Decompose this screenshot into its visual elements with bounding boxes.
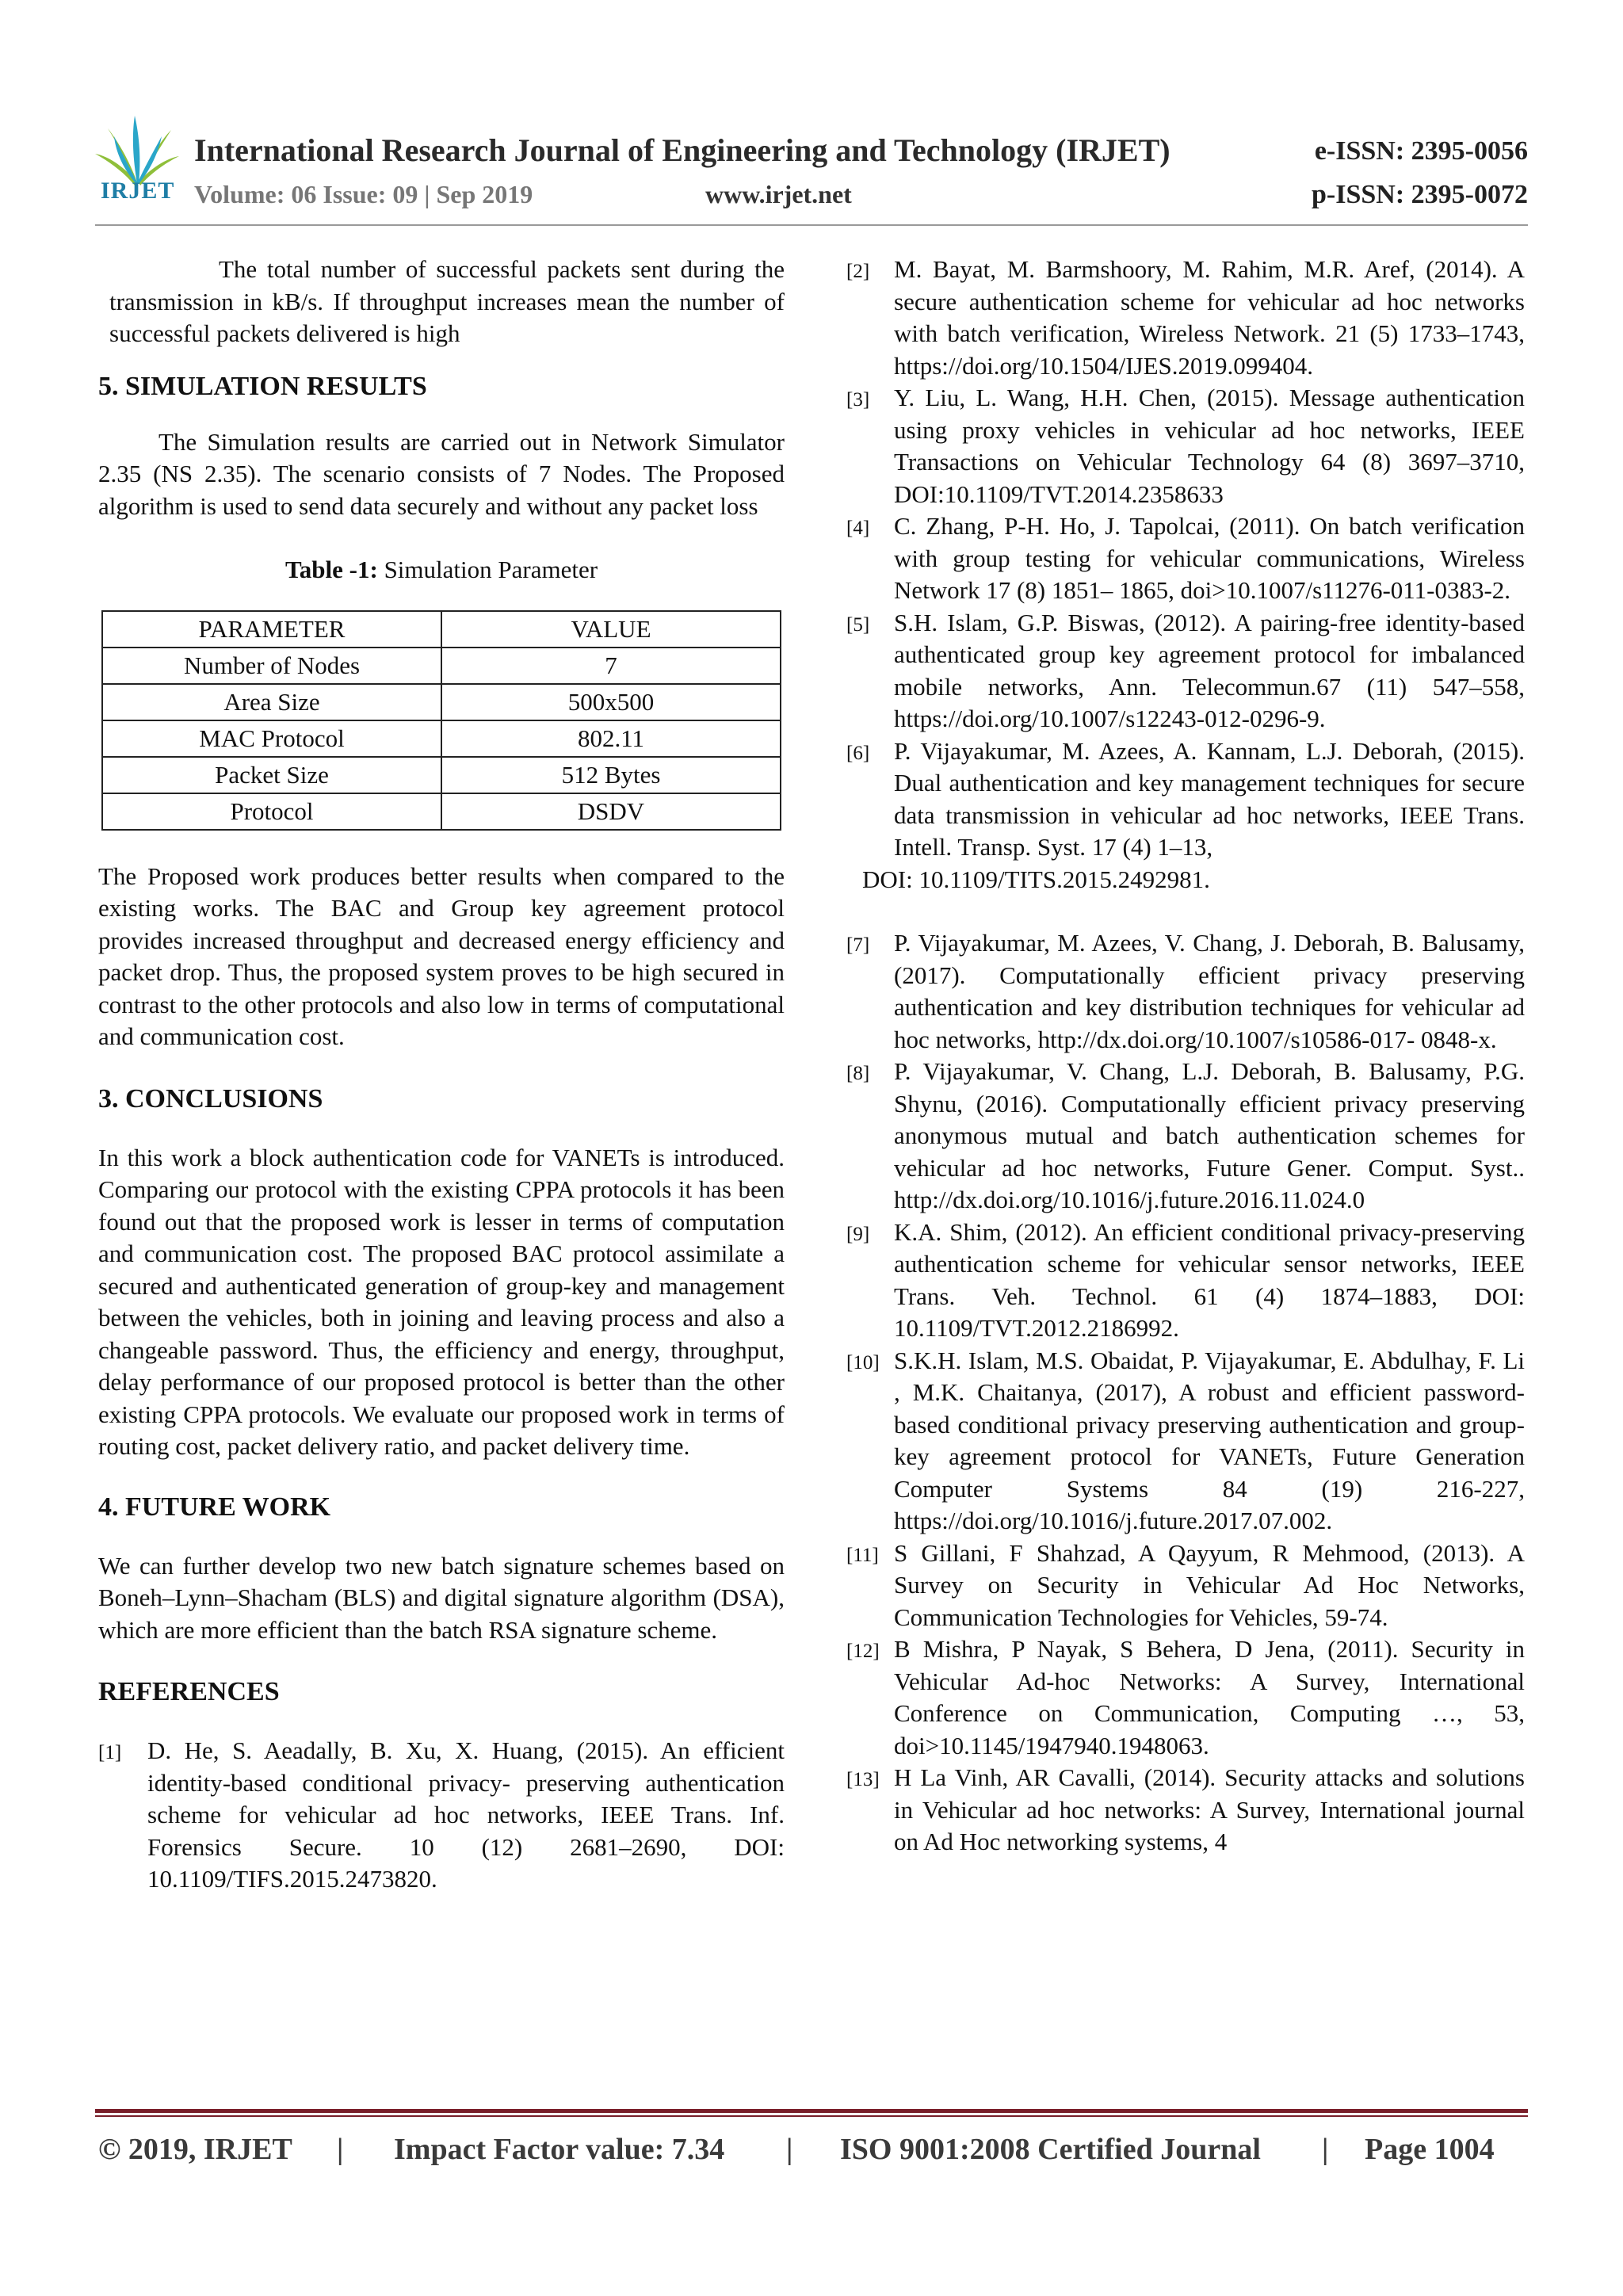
- reference-item: [846, 382, 1525, 510]
- journal-title: International Research Journal of Engineering and Technology (IRJET): [194, 132, 1170, 168]
- table-cell: PARAMETER: [102, 611, 441, 648]
- reference-item: [846, 510, 1525, 607]
- results-paragraph: The Proposed work produces better results when compared to the existing works. The BAC and Group key agreement protocol provides increased throughput and decreased energy efficiency and packet drop. Thus, the proposed system proves to be high secured in contrast to the other protocols and also low in terms of computational and communication cost.: [98, 861, 785, 1050]
- footer-divider-thin: [95, 2115, 1528, 2117]
- header-divider: [95, 224, 1528, 226]
- reference-text: Y. Liu, L. Wang, H.H. Chen, (2015). Message authentication using proxy vehicles in vehicular ad hoc networks, IEEE Transactions on Vehicular Technology 64 (8) 3697–3710, DOI:10.1109/TVT.2014.2358633: [894, 384, 1525, 508]
- future-work-paragraph: We can further develop two new batch signature schemes based on Boneh–Lynn–Shacham (BLS) and digital signature algorithm (DSA), which are more efficient than the batch RSA signature scheme.: [98, 1551, 785, 1644]
- reference-item: [846, 1345, 1525, 1538]
- footer-copyright: © 2019, IRJET: [98, 2133, 292, 2166]
- simulation-paragraph: The Simulation results are carried out in Network Simulator 2.35 (NS 2.35). The scenario consists of 7 Nodes. The Proposed algorithm is used to send data securely and without any packet loss: [98, 427, 785, 520]
- reference-number: [7]: [846, 934, 870, 956]
- table-cell: VALUE: [441, 611, 781, 648]
- reference-text: P. Vijayakumar, V. Chang, L.J. Deborah, B. Balusamy, P.G. Shynu, (2016). Computationally efficient privacy preserving anonymous mutual and batch authentication schemes for vehicular ad hoc networks, Future Gener. Comput. Syst.. http://dx.doi.org/10.1016/j.future.2016.11.024.0: [894, 1057, 1525, 1213]
- reference-text: P. Vijayakumar, M. Azees, A. Kannam, L.J. Deborah, (2015). Dual authentication and key management techniques for secure data transmission in vehicular ad hoc networks, IEEE Trans. Intell. Transp. Syst. 17 (4) 1–13,: [894, 736, 1525, 861]
- reference-number: [12]: [846, 1641, 880, 1662]
- reference-number: [10]: [846, 1351, 880, 1373]
- reference-number: [5]: [846, 613, 870, 636]
- left-column: [98, 254, 785, 1896]
- reference-number: [11]: [846, 1544, 879, 1566]
- reference-text: D. He, S. Aeadally, B. Xu, X. Huang, (2015). An efficient identity-based conditional privacy- preserving authentication scheme for vehicular ad hoc networks, IEEE Trans. Inf. Forensics Secure. 10 (12) 2681–2690, DOI: 10.1109/TIFS.2015.2473820.: [147, 1736, 785, 1893]
- reference-text: H La Vinh, AR Cavalli, (2014). Security attacks and solutions in Vehicular ad hoc networks: A Survey, International journal on Ad Hoc networking systems, 4: [894, 1763, 1525, 1855]
- table-caption-text: Simulation Parameter: [377, 556, 598, 583]
- footer-divider-thick: [95, 2109, 1528, 2113]
- table-cell: Protocol: [102, 793, 441, 830]
- table-row: [102, 684, 781, 720]
- footer-separator: |: [786, 2133, 793, 2166]
- reference-number: [6]: [846, 742, 870, 764]
- table-cell: 512 Bytes: [441, 757, 781, 793]
- reference-item: [846, 1633, 1525, 1762]
- table-cell: 500x500: [441, 684, 781, 720]
- footer-separator: |: [1322, 2133, 1329, 2166]
- p-issn: p-ISSN: 2395-0072: [1312, 180, 1528, 209]
- logo-text: IRJET: [101, 178, 175, 204]
- table-caption: [98, 554, 785, 586]
- reference-number: [2]: [846, 261, 870, 282]
- reference-number: [1]: [98, 1742, 122, 1763]
- reference-item: [846, 1538, 1525, 1634]
- table-cell: Number of Nodes: [102, 648, 441, 684]
- reference-item: [846, 927, 1525, 1056]
- e-issn: e-ISSN: 2395-0056: [1314, 136, 1528, 166]
- future-work-heading: 4. FUTURE WORK: [98, 1492, 331, 1522]
- reference-text: S.K.H. Islam, M.S. Obaidat, P. Vijayakumar, E. Abdulhay, F. Li , M.K. Chaitanya, (2017), A robust and efficient password-based conditional privacy preserving authentication and group-key agreement protocol for VANETs, Future Generation Computer Systems 84 (19) 216-227, https://doi.org/10.1016/j.future.2017.07.002.: [894, 1346, 1525, 1534]
- table-row: [102, 793, 781, 830]
- reference-text: C. Zhang, P-H. Ho, J. Tapolcai, (2011). On batch verification with group testing for vehicular communications, Wireless Network 17 (8) 1851– 1865, doi>10.1007/s11276-011-0383-2.: [894, 512, 1525, 604]
- reference-text: K.A. Shim, (2012). An efficient conditional privacy-preserving authentication scheme for vehicular sensor networks, IEEE Trans. Veh. Technol. 61 (4) 1874–1883, DOI: 10.1109/TVT.2012.2186992.: [894, 1217, 1525, 1342]
- reference-number: [4]: [846, 518, 870, 539]
- table-cell: Packet Size: [102, 757, 441, 793]
- simulation-parameter-table: [101, 610, 781, 831]
- reference-item: [846, 254, 1525, 382]
- reference-text: S Gillani, F Shahzad, A Qayyum, R Mehmood, (2013). A Survey on Security in Vehicular Ad Hoc Networks, Communication Technologies for Vehicles, 59-74.: [894, 1538, 1525, 1631]
- references-heading: REFERENCES: [98, 1677, 280, 1706]
- footer-impact-factor: Impact Factor value: 7.34: [394, 2133, 725, 2166]
- reference-item: [98, 1735, 785, 1896]
- table-cell: 802.11: [441, 720, 781, 757]
- reference-number: [9]: [846, 1223, 870, 1245]
- table-caption-label: Table -1:: [285, 556, 378, 583]
- reference-number: [3]: [846, 389, 870, 411]
- journal-website-link[interactable]: www.irjet.net: [705, 180, 852, 208]
- volume-issue: Volume: 06 Issue: 09 | Sep 2019: [194, 180, 533, 208]
- table-cell: 7: [441, 648, 781, 684]
- table-row: [102, 648, 781, 684]
- table-cell: Area Size: [102, 684, 441, 720]
- right-column: [846, 254, 1525, 1859]
- reference-text: P. Vijayakumar, M. Azees, V. Chang, J. Deborah, B. Balusamy, (2017). Computationally efficient privacy preserving authentication and key distribution techniques for vehicular ad hoc networks, http://dx.doi.org/10.1007/s10586-017- 0848-x.: [894, 929, 1525, 1053]
- reference-text: B Mishra, P Nayak, S Behera, D Jena, (2011). Security in Vehicular Ad-hoc Networks: A Survey, International Conference on Communication, Computing …, 53, doi>10.1145/1947940.1948063.: [894, 1635, 1525, 1759]
- page-footer: [0, 2132, 1623, 2179]
- reference-item: [846, 1762, 1525, 1859]
- reference-doi: DOI: 10.1109/TITS.2015.2492981.: [862, 865, 1210, 893]
- conclusions-paragraph: In this work a block authentication code for VANETs is introduced. Comparing our protocol with the existing CPPA protocols it has been found out that the proposed work is lesser in terms of computation and communication cost. The proposed BAC protocol assimilate a secured and authenticated generation of group-key and management between the vehicles, both in joining and leaving process and also a changeable password. Thus, the efficiency and energy, throughput, delay performance of our proposed protocol is better than the other existing CPPA protocols. We evaluate our proposed work in terms of routing cost, packet delivery ratio, and packet delivery time.: [98, 1143, 785, 1460]
- page-header: [0, 0, 1623, 238]
- table-header-row: [102, 611, 781, 648]
- reference-text: S.H. Islam, G.P. Biswas, (2012). A pairing-free identity-based authenticated group key agreement protocol for imbalanced mobile networks, Ann. Telecommun.67 (11) 547–558, https://doi.org/10.1007/s12243-012-0296-9.: [894, 608, 1525, 732]
- conclusions-heading: 3. CONCLUSIONS: [98, 1083, 323, 1114]
- reference-item: [846, 607, 1525, 735]
- reference-text: M. Bayat, M. Barmshoory, M. Rahim, M.R. Aref, (2014). A secure authentication scheme for vehicular ad hoc networks with batch verification, Wireless Network. 21 (5) 1733–1743, https://doi.org/10.1504/IJES.2019.099404.: [894, 255, 1525, 380]
- table-row: [102, 720, 781, 757]
- throughput-paragraph: The total number of successful packets sent during the transmission in kB/s. If throughput increases mean the number of successful packets delivered is high: [109, 255, 785, 347]
- simulation-results-heading: 5. SIMULATION RESULTS: [98, 371, 427, 401]
- table-row: [102, 757, 781, 793]
- table-cell: DSDV: [441, 793, 781, 830]
- table-cell: MAC Protocol: [102, 720, 441, 757]
- reference-item: [846, 1056, 1525, 1217]
- reference-number: [8]: [846, 1063, 870, 1084]
- reference-item: [846, 1217, 1525, 1345]
- footer-page-number: Page 1004: [1365, 2133, 1495, 2166]
- reference-number: [13]: [846, 1769, 880, 1790]
- footer-iso-certification: ISO 9001:2008 Certified Journal: [840, 2133, 1261, 2166]
- reference-item: [846, 735, 1525, 864]
- footer-separator: |: [337, 2133, 344, 2166]
